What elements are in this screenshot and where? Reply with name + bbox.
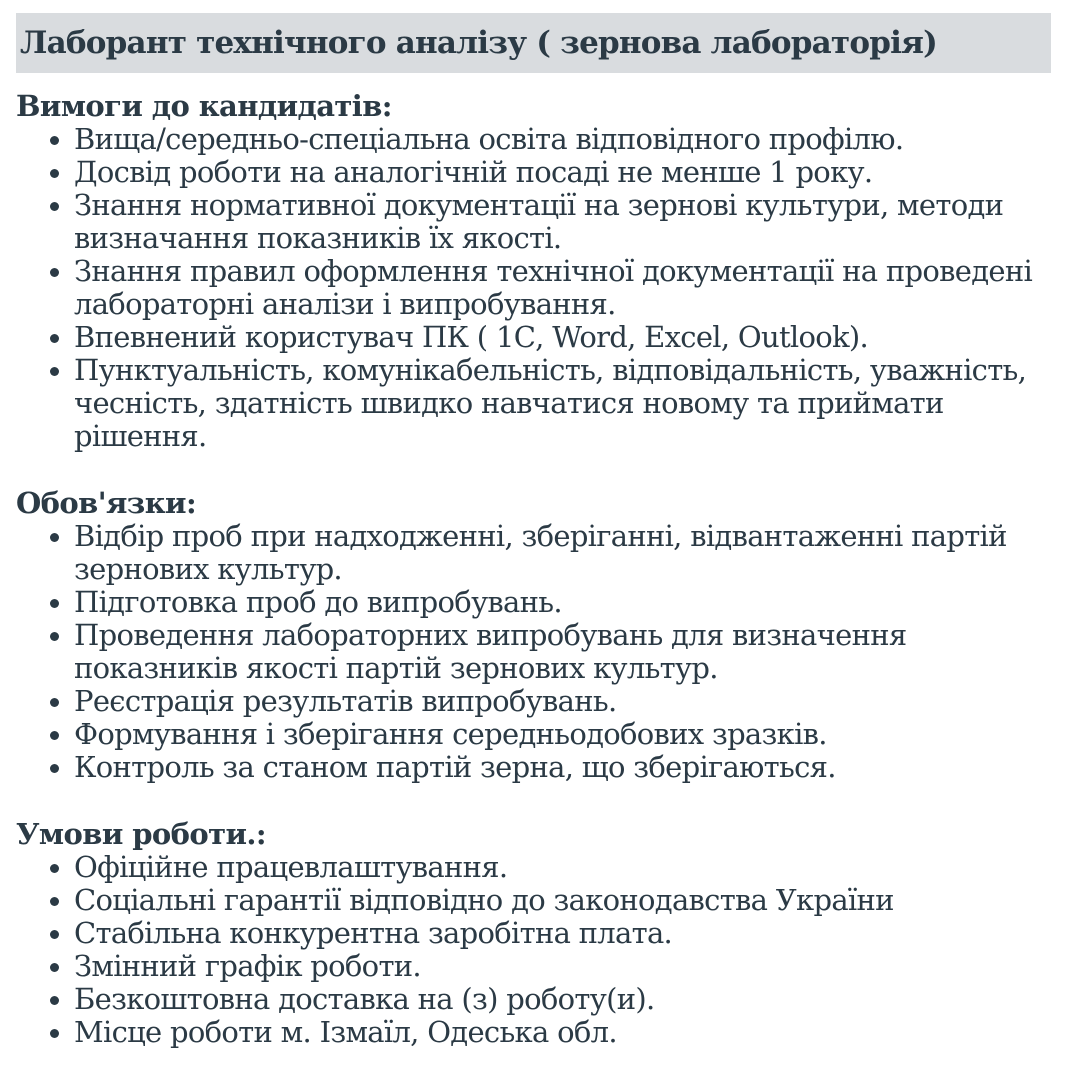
- list-item: [16, 123, 1066, 156]
- bullet-icon: [50, 1029, 59, 1038]
- list-item: [16, 189, 1066, 255]
- list-item-text: Проведення лабораторних випробувань для визначення показників якості партій зернових культур.: [74, 618, 907, 685]
- bullet-icon: [50, 169, 59, 178]
- list-item-text: Змінний графік роботи.: [74, 949, 421, 983]
- bullet-icon: [50, 764, 59, 773]
- list-item-text: Реєстрація результатів випробувань.: [74, 684, 617, 718]
- list-item: [16, 354, 1066, 453]
- list-item: [16, 884, 1066, 917]
- bullet-icon: [50, 268, 59, 277]
- list-item: [16, 255, 1066, 321]
- bullet-icon: [50, 136, 59, 145]
- list-item-text: Впевнений користувач ПК ( 1С, Word, Excel, Outlook).: [74, 320, 869, 354]
- bullet-icon: [50, 930, 59, 939]
- conditions-heading: Умови роботи.:: [16, 817, 267, 851]
- list-item: [16, 1016, 1066, 1049]
- list-item: [16, 321, 1066, 354]
- list-item: [16, 685, 1066, 718]
- list-item-text: Стабільна конкурентна заробітна плата.: [74, 916, 673, 950]
- duties-section: [16, 486, 1066, 784]
- list-item-text: Контроль за станом партій зерна, що зберігаються.: [74, 750, 836, 784]
- list-item: [16, 586, 1066, 619]
- list-item: [16, 520, 1066, 586]
- list-item: [16, 751, 1066, 784]
- bullet-icon: [50, 533, 59, 542]
- list-item-text: Відбір проб при надходженні, зберіганні, відвантаженні партій зернових культур.: [74, 519, 1007, 586]
- list-item-text: Пунктуальність, комунікабельність, відповідальність, уважність, чесність, здатність швидко навчатися новому та приймати рішення.: [74, 353, 1027, 453]
- bullet-icon: [50, 334, 59, 343]
- list-item: [16, 851, 1066, 884]
- bullet-icon: [50, 897, 59, 906]
- list-item-text: Підготовка проб до випробувань.: [74, 585, 562, 619]
- list-item-text: Офіційне працевлаштування.: [74, 850, 508, 884]
- page-title: Лаборант технічного аналізу ( зернова лабораторія): [20, 25, 938, 61]
- list-item: [16, 156, 1066, 189]
- list-item: [16, 950, 1066, 983]
- list-item-text: Вища/середньо-спеціальна освіта відповідного профілю.: [74, 122, 904, 156]
- requirements-list: [16, 123, 1066, 453]
- bullet-icon: [50, 367, 59, 376]
- bullet-icon: [50, 963, 59, 972]
- list-item-text: Досвід роботи на аналогічній посаді не менше 1 року.: [74, 155, 873, 189]
- bullet-icon: [50, 996, 59, 1005]
- title-bar: [16, 13, 1051, 73]
- bullet-icon: [50, 632, 59, 641]
- bullet-icon: [50, 202, 59, 211]
- conditions-section: [16, 817, 1066, 1049]
- list-item-text: Соціальні гарантії відповідно до законодавства України: [74, 883, 894, 917]
- list-item-text: Формування і зберігання середньодобових зразків.: [74, 717, 827, 751]
- bullet-icon: [50, 731, 59, 740]
- list-item-text: Знання правил оформлення технічної документації на проведені лабораторні аналізи і випробування.: [74, 254, 1033, 321]
- bullet-icon: [50, 864, 59, 873]
- list-item-text: Безкоштовна доставка на (з) роботу(и).: [74, 982, 655, 1016]
- requirements-section: [16, 89, 1066, 453]
- conditions-list: [16, 851, 1066, 1049]
- duties-list: [16, 520, 1066, 784]
- list-item: [16, 917, 1066, 950]
- content: [16, 89, 1066, 1082]
- bullet-icon: [50, 698, 59, 707]
- bullet-icon: [50, 599, 59, 608]
- list-item-text: Місце роботи м. Ізмаїл, Одеська обл.: [74, 1015, 617, 1049]
- requirements-heading: Вимоги до кандидатів:: [16, 89, 392, 123]
- list-item-text: Знання нормативної документації на зернові культури, методи визначання показників їх якості.: [74, 188, 1004, 255]
- list-item: [16, 619, 1066, 685]
- list-item: [16, 718, 1066, 751]
- list-item: [16, 983, 1066, 1016]
- duties-heading: Обов'язки:: [16, 486, 197, 520]
